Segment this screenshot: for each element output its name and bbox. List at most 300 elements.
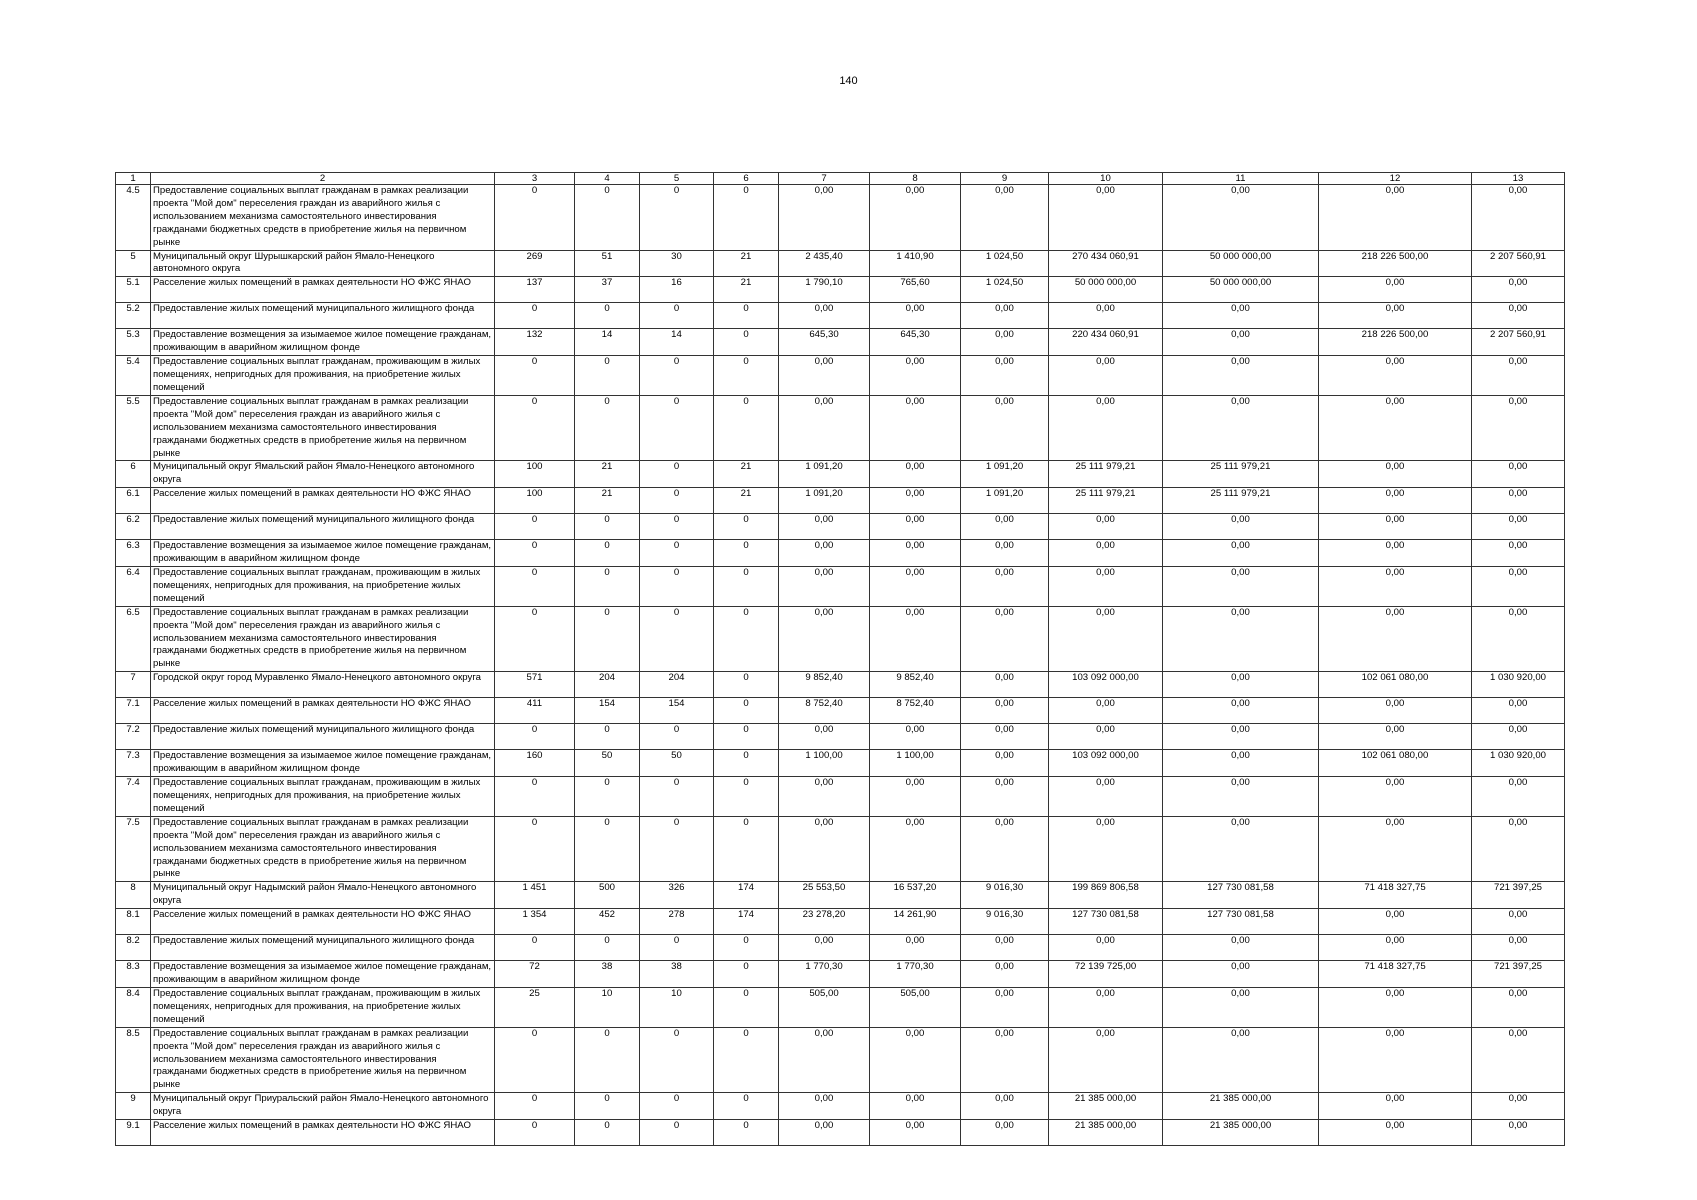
row-value: 16 — [640, 277, 714, 303]
row-number: 8.3 — [116, 961, 151, 988]
row-description: Предоставление жилых помещений муниципального жилищного фонда — [151, 303, 495, 329]
row-value: 0,00 — [779, 514, 870, 540]
row-value: 0,00 — [1472, 1027, 1565, 1093]
column-header: 8 — [870, 173, 961, 185]
row-value: 2 435,40 — [779, 250, 870, 277]
row-value: 0,00 — [1319, 724, 1472, 750]
row-description: Муниципальный округ Приуральский район Ямало-Ненецкого автономного округа — [151, 1093, 495, 1120]
row-value: 0,00 — [961, 1027, 1049, 1093]
row-number: 5.4 — [116, 356, 151, 396]
row-value: 0,00 — [779, 935, 870, 961]
row-value: 199 869 806,58 — [1049, 882, 1163, 909]
row-value: 0,00 — [1319, 606, 1472, 672]
table-row — [116, 816, 1565, 882]
row-value: 23 278,20 — [779, 909, 870, 935]
row-number: 8 — [116, 882, 151, 909]
row-value: 0 — [495, 514, 575, 540]
row-value: 0 — [714, 329, 779, 356]
row-value: 0,00 — [1472, 935, 1565, 961]
row-number: 6.1 — [116, 488, 151, 514]
row-value: 8 752,40 — [870, 698, 961, 724]
row-value: 0,00 — [870, 461, 961, 488]
row-number: 4.5 — [116, 185, 151, 251]
row-description: Расселение жилых помещений в рамках деятельности НО ФЖС ЯНАО — [151, 909, 495, 935]
row-description: Предоставление возмещения за изымаемое жилое помещение гражданам, проживающим в аварийном жилищном фонде — [151, 961, 495, 988]
table-row — [116, 987, 1565, 1027]
row-description: Предоставление социальных выплат гражданам, проживающим в жилых помещениях, непригодных для проживания, на приобретение жилых помещений — [151, 777, 495, 817]
row-value: 0,00 — [870, 488, 961, 514]
row-value: 0 — [640, 461, 714, 488]
row-value: 0,00 — [1319, 987, 1472, 1027]
row-value: 0,00 — [870, 356, 961, 396]
row-value: 50 000 000,00 — [1163, 250, 1319, 277]
row-value: 0,00 — [961, 961, 1049, 988]
row-value: 0,00 — [1472, 1120, 1565, 1146]
row-description: Предоставление социальных выплат гражданам, проживающим в жилых помещениях, непригодных для проживания, на приобретение жилых помещений — [151, 356, 495, 396]
row-value: 1 091,20 — [779, 461, 870, 488]
row-value: 103 092 000,00 — [1049, 750, 1163, 777]
row-value: 0 — [714, 514, 779, 540]
row-value: 1 354 — [495, 909, 575, 935]
row-value: 765,60 — [870, 277, 961, 303]
row-value: 0,00 — [1472, 724, 1565, 750]
row-value: 0 — [575, 777, 640, 817]
row-description: Муниципальный округ Ямальский район Ямало-Ненецкого автономного округа — [151, 461, 495, 488]
table-row — [116, 185, 1565, 251]
row-value: 0,00 — [870, 395, 961, 461]
row-value: 1 770,30 — [870, 961, 961, 988]
row-value: 0,00 — [1472, 567, 1565, 607]
row-value: 0 — [640, 185, 714, 251]
row-number: 5.1 — [116, 277, 151, 303]
row-value: 0 — [495, 1027, 575, 1093]
row-value: 0,00 — [779, 724, 870, 750]
table-row — [116, 1027, 1565, 1093]
row-value: 0,00 — [1163, 961, 1319, 988]
column-header: 10 — [1049, 173, 1163, 185]
row-value: 0,00 — [1163, 329, 1319, 356]
row-value: 0,00 — [1163, 185, 1319, 251]
row-description: Муниципальный округ Надымский район Ямало-Ненецкого автономного округа — [151, 882, 495, 909]
row-description: Предоставление жилых помещений муниципального жилищного фонда — [151, 514, 495, 540]
row-value: 25 111 979,21 — [1163, 488, 1319, 514]
row-value: 0,00 — [779, 395, 870, 461]
table-row — [116, 882, 1565, 909]
row-value: 0,00 — [961, 567, 1049, 607]
row-value: 0,00 — [1472, 987, 1565, 1027]
row-value: 0 — [575, 185, 640, 251]
row-value: 0,00 — [1163, 514, 1319, 540]
row-value: 0,00 — [779, 777, 870, 817]
row-value: 0,00 — [1163, 987, 1319, 1027]
row-value: 0 — [714, 356, 779, 396]
row-value: 270 434 060,91 — [1049, 250, 1163, 277]
row-value: 0,00 — [1472, 606, 1565, 672]
row-value: 0,00 — [1049, 816, 1163, 882]
column-header: 11 — [1163, 173, 1319, 185]
row-description: Предоставление социальных выплат гражданам в рамках реализации проекта "Мой дом" переселения граждан из аварийного жилья с использованием механизма самостоятельного инвестирования гражданами бюджетных средств в приобретение жилья на первичном рынке — [151, 816, 495, 882]
row-value: 0 — [714, 724, 779, 750]
row-value: 0,00 — [779, 356, 870, 396]
row-number: 7.5 — [116, 816, 151, 882]
row-value: 21 — [575, 488, 640, 514]
row-value: 0,00 — [1472, 514, 1565, 540]
row-value: 0,00 — [1163, 935, 1319, 961]
row-value: 1 790,10 — [779, 277, 870, 303]
row-value: 71 418 327,75 — [1319, 882, 1472, 909]
row-value: 25 111 979,21 — [1163, 461, 1319, 488]
row-description: Предоставление социальных выплат гражданам, проживающим в жилых помещениях, непригодных для проживания, на приобретение жилых помещений — [151, 987, 495, 1027]
row-value: 1 091,20 — [961, 488, 1049, 514]
row-value: 0 — [495, 1093, 575, 1120]
row-description: Предоставление социальных выплат гражданам в рамках реализации проекта "Мой дом" переселения граждан из аварийного жилья с использованием механизма самостоятельного инвестирования гражданами бюджетных средств в приобретение жилья на первичном рынке — [151, 185, 495, 251]
row-value: 72 — [495, 961, 575, 988]
row-value: 50 000 000,00 — [1049, 277, 1163, 303]
row-value: 0 — [495, 567, 575, 607]
row-description: Муниципальный округ Шурышкарский район Ямало-Ненецкого автономного округа — [151, 250, 495, 277]
row-value: 0,00 — [961, 514, 1049, 540]
row-description: Предоставление возмещения за изымаемое жилое помещение гражданам, проживающим в аварийном жилищном фонде — [151, 750, 495, 777]
row-value: 0,00 — [1049, 724, 1163, 750]
row-value: 1 091,20 — [779, 488, 870, 514]
row-value: 0 — [714, 987, 779, 1027]
row-number: 8.2 — [116, 935, 151, 961]
row-value: 21 — [714, 461, 779, 488]
row-value: 0,00 — [1049, 395, 1163, 461]
row-value: 154 — [575, 698, 640, 724]
row-value: 0,00 — [1472, 909, 1565, 935]
row-value: 0,00 — [1163, 606, 1319, 672]
row-value: 0,00 — [961, 1120, 1049, 1146]
row-value: 0 — [714, 750, 779, 777]
row-value: 0 — [575, 816, 640, 882]
row-value: 571 — [495, 672, 575, 698]
row-value: 0,00 — [1319, 185, 1472, 251]
column-header: 4 — [575, 173, 640, 185]
row-number: 5.5 — [116, 395, 151, 461]
row-description: Расселение жилых помещений в рамках деятельности НО ФЖС ЯНАО — [151, 277, 495, 303]
row-number: 6.3 — [116, 540, 151, 567]
row-value: 0,00 — [1049, 567, 1163, 607]
row-value: 0,00 — [870, 816, 961, 882]
row-value: 8 752,40 — [779, 698, 870, 724]
row-description: Предоставление возмещения за изымаемое жилое помещение гражданам, проживающим в аварийном жилищном фонде — [151, 329, 495, 356]
row-value: 0,00 — [1049, 514, 1163, 540]
row-value: 0 — [495, 816, 575, 882]
column-header: 2 — [151, 173, 495, 185]
row-value: 0 — [495, 935, 575, 961]
row-value: 30 — [640, 250, 714, 277]
row-value: 25 111 979,21 — [1049, 461, 1163, 488]
row-value: 0,00 — [779, 567, 870, 607]
row-value: 0 — [575, 356, 640, 396]
row-value: 505,00 — [870, 987, 961, 1027]
row-value: 0 — [495, 724, 575, 750]
column-header: 7 — [779, 173, 870, 185]
row-number: 5 — [116, 250, 151, 277]
row-value: 72 139 725,00 — [1049, 961, 1163, 988]
resettlement-table — [115, 172, 1565, 1146]
table-row — [116, 303, 1565, 329]
row-description: Предоставление социальных выплат гражданам в рамках реализации проекта "Мой дом" переселения граждан из аварийного жилья с использованием механизма самостоятельного инвестирования гражданами бюджетных средств в приобретение жилья на первичном рынке — [151, 606, 495, 672]
row-value: 0,00 — [961, 329, 1049, 356]
row-value: 14 261,90 — [870, 909, 961, 935]
row-value: 0 — [640, 303, 714, 329]
row-value: 0,00 — [1049, 1027, 1163, 1093]
row-number: 7.2 — [116, 724, 151, 750]
row-value: 132 — [495, 329, 575, 356]
row-value: 0,00 — [1319, 540, 1472, 567]
row-value: 50 — [640, 750, 714, 777]
row-value: 0,00 — [1472, 1093, 1565, 1120]
row-value: 0,00 — [1319, 277, 1472, 303]
row-value: 9 852,40 — [779, 672, 870, 698]
row-value: 0 — [575, 395, 640, 461]
row-value: 0,00 — [961, 303, 1049, 329]
row-number: 6.4 — [116, 567, 151, 607]
row-value: 0 — [714, 1120, 779, 1146]
row-value: 21 — [714, 277, 779, 303]
row-value: 127 730 081,58 — [1163, 882, 1319, 909]
row-value: 102 061 080,00 — [1319, 672, 1472, 698]
row-value: 21 — [714, 488, 779, 514]
row-value: 0,00 — [1163, 303, 1319, 329]
row-value: 0,00 — [1319, 1120, 1472, 1146]
row-value: 0,00 — [1163, 395, 1319, 461]
table-row — [116, 909, 1565, 935]
row-value: 0 — [714, 672, 779, 698]
row-value: 1 024,50 — [961, 250, 1049, 277]
row-description: Расселение жилых помещений в рамках деятельности НО ФЖС ЯНАО — [151, 488, 495, 514]
column-header: 5 — [640, 173, 714, 185]
row-value: 0,00 — [779, 540, 870, 567]
table-row — [116, 750, 1565, 777]
row-value: 51 — [575, 250, 640, 277]
row-number: 7.3 — [116, 750, 151, 777]
row-value: 0,00 — [1472, 356, 1565, 396]
row-value: 326 — [640, 882, 714, 909]
row-value: 0 — [714, 935, 779, 961]
row-value: 0,00 — [1163, 540, 1319, 567]
row-value: 0 — [640, 395, 714, 461]
row-value: 0,00 — [1472, 461, 1565, 488]
row-value: 0 — [495, 1120, 575, 1146]
row-number: 6 — [116, 461, 151, 488]
column-header: 9 — [961, 173, 1049, 185]
column-header: 6 — [714, 173, 779, 185]
row-value: 71 418 327,75 — [1319, 961, 1472, 988]
row-value: 2 207 560,91 — [1472, 250, 1565, 277]
table-row — [116, 777, 1565, 817]
row-value: 0 — [640, 1120, 714, 1146]
row-value: 0 — [495, 356, 575, 396]
row-description: Расселение жилых помещений в рамках деятельности НО ФЖС ЯНАО — [151, 1120, 495, 1146]
row-value: 1 100,00 — [870, 750, 961, 777]
row-value: 0 — [714, 303, 779, 329]
row-value: 0,00 — [961, 935, 1049, 961]
row-value: 0 — [575, 567, 640, 607]
row-value: 0,00 — [1319, 816, 1472, 882]
row-value: 0,00 — [961, 698, 1049, 724]
row-value: 0,00 — [1049, 698, 1163, 724]
row-value: 0,00 — [1319, 567, 1472, 607]
row-value: 0,00 — [1049, 303, 1163, 329]
row-value: 0,00 — [870, 514, 961, 540]
row-value: 0 — [640, 488, 714, 514]
row-value: 0 — [575, 540, 640, 567]
row-value: 0 — [495, 540, 575, 567]
row-description: Предоставление жилых помещений муниципального жилищного фонда — [151, 935, 495, 961]
row-value: 0,00 — [961, 816, 1049, 882]
row-value: 0 — [714, 777, 779, 817]
row-value: 278 — [640, 909, 714, 935]
row-value: 0 — [714, 1027, 779, 1093]
row-value: 127 730 081,58 — [1049, 909, 1163, 935]
row-value: 21 385 000,00 — [1049, 1120, 1163, 1146]
row-value: 0 — [714, 606, 779, 672]
row-value: 0,00 — [870, 777, 961, 817]
row-value: 25 111 979,21 — [1049, 488, 1163, 514]
row-value: 0,00 — [870, 1027, 961, 1093]
row-value: 0 — [495, 395, 575, 461]
row-value: 0,00 — [1163, 672, 1319, 698]
row-value: 0,00 — [779, 1093, 870, 1120]
table-row — [116, 567, 1565, 607]
row-value: 0,00 — [961, 724, 1049, 750]
row-value: 0,00 — [1163, 777, 1319, 817]
table-row — [116, 488, 1565, 514]
row-value: 0,00 — [1319, 514, 1472, 540]
row-value: 0,00 — [1472, 277, 1565, 303]
row-value: 0,00 — [961, 987, 1049, 1027]
row-value: 0 — [714, 395, 779, 461]
row-value: 0 — [640, 356, 714, 396]
row-value: 0,00 — [1319, 488, 1472, 514]
row-value: 50 — [575, 750, 640, 777]
row-value: 0 — [640, 816, 714, 882]
row-value: 0 — [575, 724, 640, 750]
row-value: 269 — [495, 250, 575, 277]
row-value: 0,00 — [1049, 777, 1163, 817]
row-value: 10 — [640, 987, 714, 1027]
row-value: 0,00 — [1319, 935, 1472, 961]
row-value: 127 730 081,58 — [1163, 909, 1319, 935]
row-value: 9 016,30 — [961, 882, 1049, 909]
row-value: 0 — [575, 303, 640, 329]
row-value: 0,00 — [1319, 303, 1472, 329]
table-row — [116, 514, 1565, 540]
row-value: 0 — [575, 1093, 640, 1120]
table-row — [116, 724, 1565, 750]
row-value: 0,00 — [870, 606, 961, 672]
row-number: 6.5 — [116, 606, 151, 672]
row-value: 1 770,30 — [779, 961, 870, 988]
row-value: 1 091,20 — [961, 461, 1049, 488]
row-value: 0,00 — [1049, 185, 1163, 251]
table-row — [116, 1120, 1565, 1146]
row-value: 14 — [575, 329, 640, 356]
row-value: 0 — [575, 1120, 640, 1146]
row-value: 0,00 — [961, 185, 1049, 251]
row-value: 0,00 — [779, 303, 870, 329]
row-value: 500 — [575, 882, 640, 909]
row-value: 0,00 — [1472, 540, 1565, 567]
row-number: 9.1 — [116, 1120, 151, 1146]
row-value: 645,30 — [870, 329, 961, 356]
row-value: 0 — [640, 777, 714, 817]
row-value: 38 — [640, 961, 714, 988]
row-value: 0,00 — [779, 606, 870, 672]
row-description: Предоставление жилых помещений муниципального жилищного фонда — [151, 724, 495, 750]
row-number: 9 — [116, 1093, 151, 1120]
row-value: 0 — [495, 777, 575, 817]
row-value: 38 — [575, 961, 640, 988]
row-value: 0,00 — [870, 1093, 961, 1120]
row-value: 0 — [640, 540, 714, 567]
row-value: 0,00 — [961, 1093, 1049, 1120]
table-row — [116, 540, 1565, 567]
row-value: 0,00 — [870, 185, 961, 251]
row-value: 0,00 — [870, 303, 961, 329]
row-value: 1 451 — [495, 882, 575, 909]
row-value: 0 — [640, 935, 714, 961]
table-row — [116, 606, 1565, 672]
row-value: 0,00 — [1163, 724, 1319, 750]
row-value: 2 207 560,91 — [1472, 329, 1565, 356]
row-value: 0,00 — [1049, 356, 1163, 396]
row-value: 0,00 — [1163, 750, 1319, 777]
row-value: 0,00 — [961, 777, 1049, 817]
row-value: 0 — [575, 514, 640, 540]
row-value: 0 — [714, 816, 779, 882]
row-value: 0 — [640, 514, 714, 540]
row-value: 0,00 — [961, 356, 1049, 396]
row-value: 0 — [640, 606, 714, 672]
row-number: 6.2 — [116, 514, 151, 540]
row-value: 0 — [575, 935, 640, 961]
row-value: 0,00 — [870, 540, 961, 567]
row-value: 1 024,50 — [961, 277, 1049, 303]
row-value: 21 — [575, 461, 640, 488]
row-value: 0 — [714, 540, 779, 567]
row-value: 0,00 — [1319, 698, 1472, 724]
row-value: 0,00 — [1163, 816, 1319, 882]
column-header: 3 — [495, 173, 575, 185]
column-header: 12 — [1319, 173, 1472, 185]
row-value: 505,00 — [779, 987, 870, 1027]
row-number: 8.1 — [116, 909, 151, 935]
row-value: 0,00 — [1163, 356, 1319, 396]
row-value: 9 016,30 — [961, 909, 1049, 935]
row-value: 645,30 — [779, 329, 870, 356]
row-value: 174 — [714, 909, 779, 935]
row-value: 103 092 000,00 — [1049, 672, 1163, 698]
row-value: 0,00 — [1472, 488, 1565, 514]
row-value: 0,00 — [1472, 777, 1565, 817]
row-value: 0,00 — [779, 185, 870, 251]
row-value: 0,00 — [1472, 698, 1565, 724]
header-row — [116, 173, 1565, 185]
row-value: 218 226 500,00 — [1319, 250, 1472, 277]
row-value: 220 434 060,91 — [1049, 329, 1163, 356]
row-value: 0,00 — [1049, 540, 1163, 567]
row-number: 7.4 — [116, 777, 151, 817]
row-value: 0,00 — [870, 935, 961, 961]
column-header: 1 — [116, 173, 151, 185]
row-value: 0,00 — [870, 724, 961, 750]
row-value: 21 385 000,00 — [1163, 1120, 1319, 1146]
row-value: 21 — [714, 250, 779, 277]
